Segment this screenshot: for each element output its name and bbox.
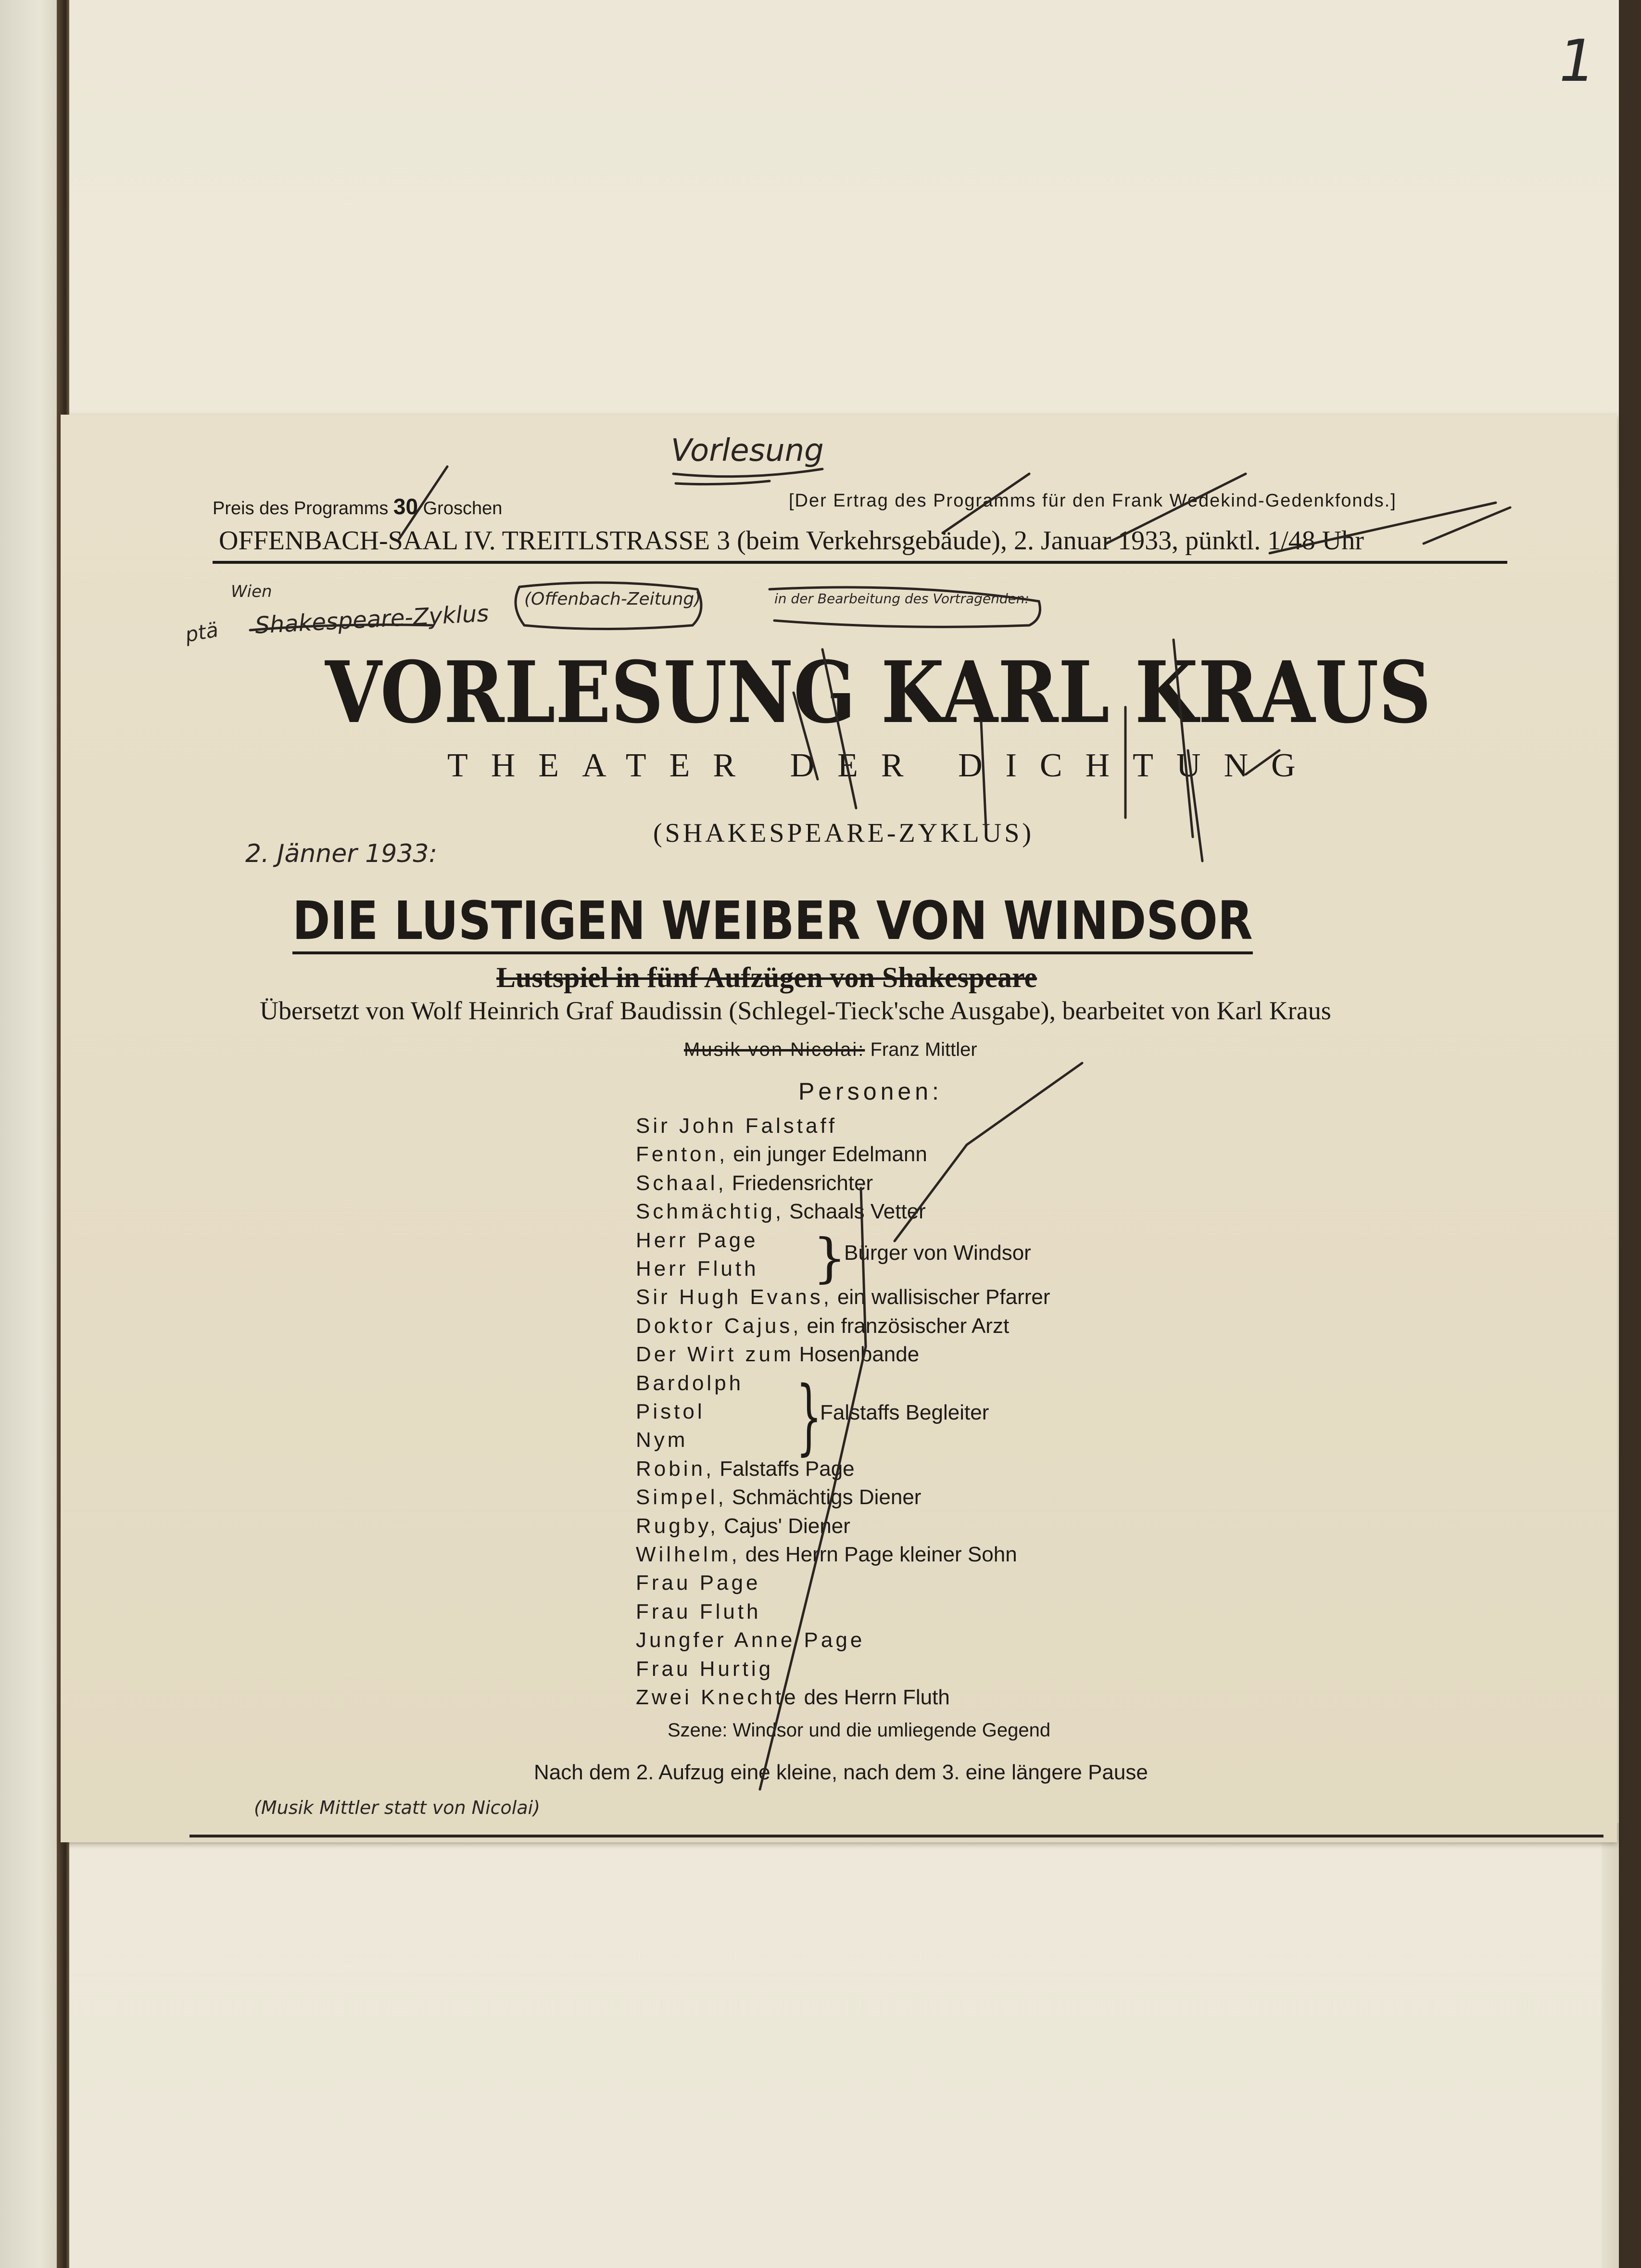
stroke-cast-long xyxy=(760,1188,866,1789)
stroke-price xyxy=(399,467,447,539)
cast-description: Cajus' Diener xyxy=(724,1514,850,1538)
cast-name: Frau Fluth xyxy=(636,1599,761,1623)
underline-vorlesung xyxy=(673,469,822,477)
brace-companions: } xyxy=(796,1369,822,1464)
cast-name: Der Wirt zum xyxy=(636,1343,794,1367)
cast-name: Schaal, xyxy=(636,1171,727,1195)
stroke-header-1 xyxy=(943,474,1029,533)
cast-name: Pistol xyxy=(636,1400,705,1423)
cast-name: Rugby, xyxy=(636,1514,719,1538)
intermission-note: Nach dem 2. Aufzug eine kleine, nach dem 3. eine längere Pause xyxy=(534,1761,1148,1784)
cast-name: Herr Page xyxy=(636,1228,758,1252)
handwritten-note: in der Bearbeitung des Vortragenden: xyxy=(774,591,1030,607)
main-title: VORLESUNG KARL KRAUS xyxy=(325,643,1431,742)
handwritten-vorlesung: Vorlesung xyxy=(671,433,824,469)
cast-name: Schmächtig, xyxy=(636,1200,784,1224)
stroke-header-4 xyxy=(1424,507,1510,544)
cast-description: ein wallisischer Pfarrer xyxy=(837,1285,1050,1309)
stroke-title-2 xyxy=(822,649,856,808)
cast-name: Wilhelm, xyxy=(636,1543,740,1566)
cast-name: Frau Hurtig xyxy=(636,1657,774,1681)
translation-note: Übersetzt von Wolf Heinrich Graf Baudissin (Schlegel-Tieck'sche Ausgabe), bearbeitet von Karl Kraus xyxy=(260,996,1331,1025)
cast-name: Robin, xyxy=(636,1457,715,1481)
cast-description: Schaals Vetter xyxy=(789,1200,926,1224)
handwritten-cycle: Shakespeare-Zyklus xyxy=(254,600,490,639)
underline-cycle xyxy=(250,625,433,630)
handwritten-paren: (Offenbach-Zeitung) xyxy=(524,589,701,609)
cast-name: Simpel, xyxy=(636,1485,727,1509)
stroke-title-1 xyxy=(794,693,818,779)
subtitle: THEATER DER DICHTUNG xyxy=(447,747,1319,784)
proceeds-note: [Der Ertrag des Programms für den Frank Wedekind-Gedenkfonds.] xyxy=(789,491,1397,511)
cast-name: Sir Hugh Evans, xyxy=(636,1285,832,1309)
cast-name: Nym xyxy=(636,1428,688,1452)
cast-name: Sir John Falstaff xyxy=(636,1114,838,1138)
brace-burghers: } xyxy=(813,1227,846,1289)
music-new: Franz Mittler xyxy=(870,1039,977,1060)
venue-line: OFFENBACH-SAAL IV. TREITLSTRASSE 3 (beim Verkehrsgebäude), 2. Januar 1933, pünktl. 1/48 Uhr xyxy=(219,526,1364,556)
handwritten-prefix: ptä xyxy=(183,618,220,647)
stroke-title-5 xyxy=(1174,640,1193,837)
cast-name: Frau Page xyxy=(636,1571,761,1595)
handwritten-date: 2. Jänner 1933: xyxy=(245,839,438,868)
cast-description: ein französischer Arzt xyxy=(807,1314,1010,1338)
scene-note: Szene: Windsor und die umliegende Gegend xyxy=(668,1720,1051,1741)
handwritten-wien: Wien xyxy=(231,582,272,601)
label-burghers: Bürger von Windsor xyxy=(844,1241,1031,1265)
play-genre: Lustspiel in fünf Aufzügen von Shakespeare xyxy=(496,962,1037,993)
cycle-title: (SHAKESPEARE-ZYKLUS) xyxy=(653,818,1034,848)
price-value: 30 xyxy=(393,494,418,519)
stroke-header-2 xyxy=(1106,474,1246,544)
page-number: 1 xyxy=(1552,28,1601,95)
stroke-title-7 xyxy=(1246,750,1279,774)
cast-name: Fenton, xyxy=(636,1142,728,1166)
cast-name: Zwei Knechte xyxy=(636,1685,799,1709)
cast-name: Herr Fluth xyxy=(636,1257,759,1280)
cast-description: ein junger Edelmann xyxy=(733,1142,927,1166)
handwritten-music-note: (Musik Mittler statt von Nicolai) xyxy=(254,1797,541,1818)
cast-description: Friedensrichter xyxy=(732,1171,873,1195)
underline-vorlesung-2 xyxy=(676,481,770,484)
price-suffix: Groschen xyxy=(423,498,503,519)
play-title: DIE LUSTIGEN WEIBER VON WINDSOR xyxy=(292,890,1253,954)
label-companions: Falstaffs Begleiter xyxy=(820,1401,989,1424)
stroke-music xyxy=(895,1063,1082,1241)
stroke-title-3 xyxy=(981,722,986,827)
cast-name: Jungfer Anne Page xyxy=(636,1628,865,1652)
cast-description: Hosenbande xyxy=(799,1343,920,1367)
cast-description: des Herrn Fluth xyxy=(804,1685,950,1709)
circle-paren xyxy=(516,583,701,629)
circle-note xyxy=(770,587,1040,627)
cast-description: Falstaffs Page xyxy=(720,1457,855,1481)
cast-heading: Personen: xyxy=(798,1078,943,1105)
music-struck: Musik von Nicolai: xyxy=(684,1039,865,1060)
cast-name: Bardolph xyxy=(636,1371,744,1395)
cast-description: des Herrn Page kleiner Sohn xyxy=(745,1543,1017,1566)
cast-name: Doktor Cajus, xyxy=(636,1314,802,1338)
price-prefix: Preis des Programms xyxy=(213,498,389,519)
cast-description: Schmächtigs Diener xyxy=(732,1485,921,1509)
